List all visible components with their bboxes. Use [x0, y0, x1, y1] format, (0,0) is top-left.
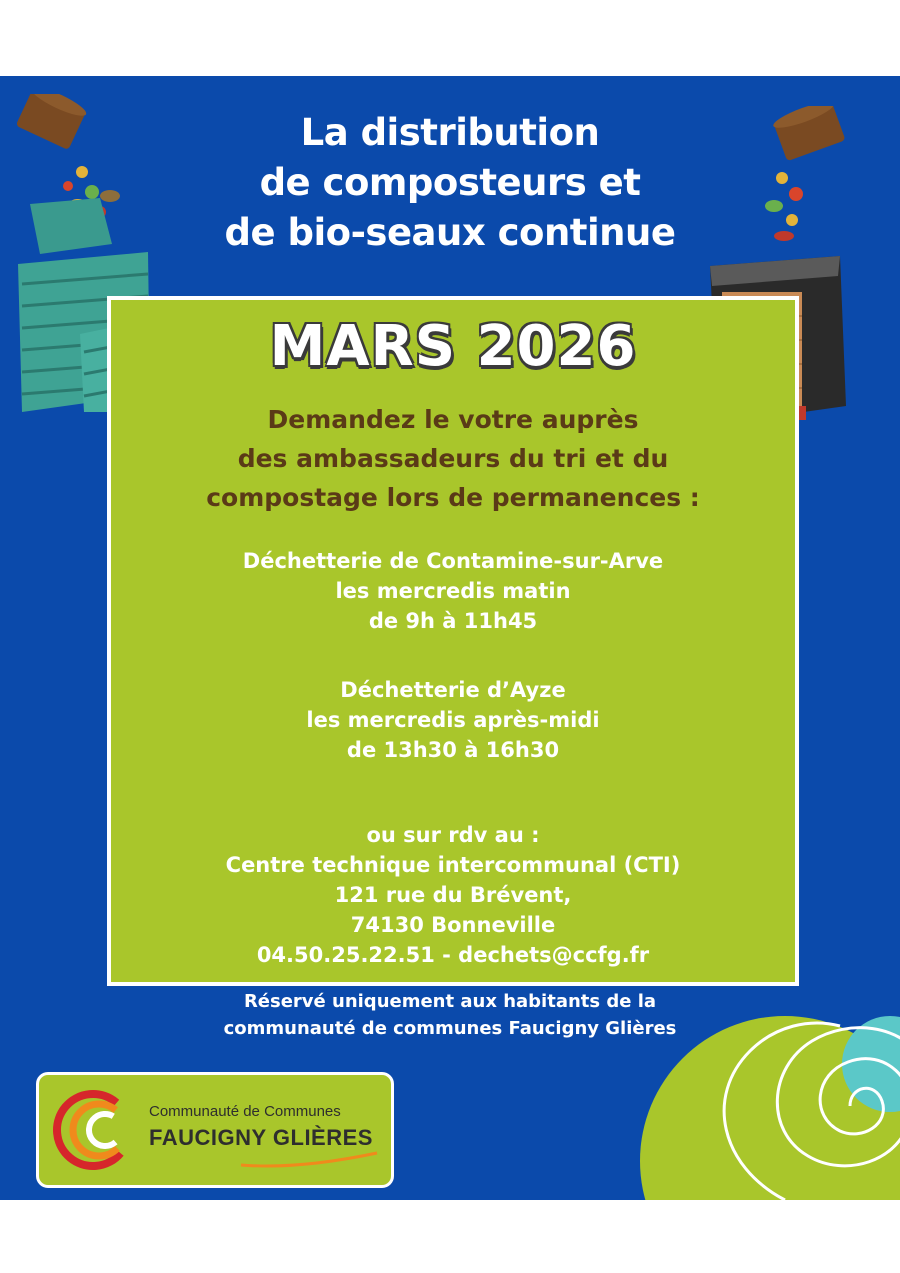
appointment-city: 74130 Bonneville [350, 913, 556, 937]
poster [0, 76, 900, 1200]
appointment-street: 121 rue du Brévent, [334, 883, 572, 907]
eligibility-line-2: communauté de communes Faucigny Glières [223, 1018, 677, 1039]
request-line-1: Demandez le votre auprès [267, 405, 639, 434]
logo-line-1: Communauté de Communes [149, 1103, 341, 1120]
location-day: les mercredis matin [335, 579, 571, 603]
appointment-intro: ou sur rdv au : [366, 823, 540, 847]
appointment-info [111, 820, 795, 970]
month-heading: MARS 2026 [269, 314, 637, 379]
eligibility-line-1: Réservé uniquement aux habitants de la [243, 991, 657, 1012]
location-name: Déchetterie d’Ayze [340, 678, 566, 702]
request-text [111, 400, 795, 517]
location-day: les mercredis après-midi [306, 708, 600, 732]
logo-swoosh [239, 1151, 379, 1169]
title-line-2: de composteurs et [259, 161, 641, 204]
appointment-contact[interactable]: 04.50.25.22.51 - dechets@ccfg.fr [256, 943, 650, 967]
organization-logo [36, 1072, 394, 1188]
title-line-3: de bio-seaux continue [224, 211, 676, 254]
logo-line-2: FAUCIGNY GLIÈRES [149, 1125, 373, 1150]
location-name: Déchetterie de Contamine-sur-Arve [242, 549, 664, 573]
eligibility-note [150, 988, 750, 1042]
appointment-place: Centre technique intercommunal (CTI) [225, 853, 681, 877]
request-line-3: compostage lors de permanences : [206, 483, 700, 512]
ccfg-logo-icon [47, 1087, 139, 1173]
location-hours: de 13h30 à 16h30 [346, 738, 560, 762]
title-line-1: La distribution [300, 111, 600, 154]
request-line-2: des ambassadeurs du tri et du [237, 444, 669, 473]
location-hours: de 9h à 11h45 [368, 609, 538, 633]
location-ayze [111, 675, 795, 765]
location-contamine [111, 546, 795, 636]
page-title [150, 108, 750, 258]
info-panel [107, 296, 799, 986]
